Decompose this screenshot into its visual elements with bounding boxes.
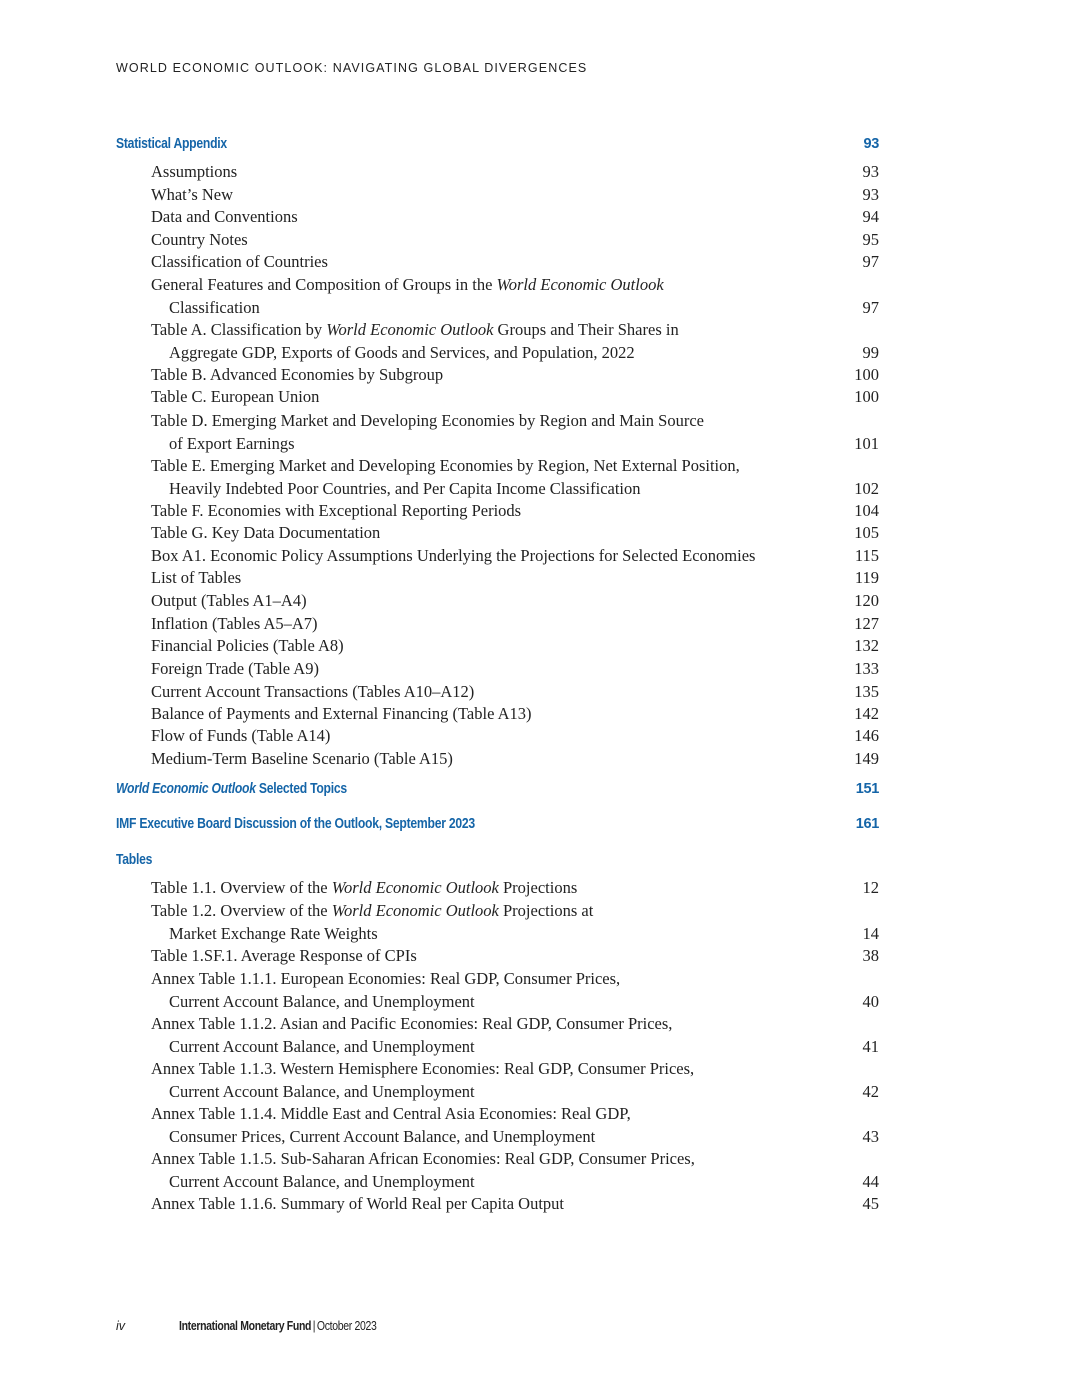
page-number: 100 bbox=[854, 387, 879, 406]
entry-line-2: Current Account Balance, and Unemployment bbox=[169, 1081, 475, 1101]
entry-text: Table G. Key Data Documentation bbox=[151, 523, 381, 542]
entry-text: Current Account Transactions (Tables A10–A12) bbox=[151, 682, 475, 701]
page-number: 120 bbox=[854, 591, 879, 610]
page-number: 161 bbox=[855, 816, 879, 832]
toc-entry-annex-1-1-4[interactable] bbox=[151, 1103, 879, 1148]
toc-entry-table-c[interactable] bbox=[151, 386, 879, 409]
toc-entry-box-a1[interactable] bbox=[151, 545, 879, 568]
toc-entry-current-account[interactable] bbox=[151, 681, 879, 704]
toc-entry-table-1-1[interactable] bbox=[151, 877, 879, 900]
toc-entry-table-e[interactable] bbox=[151, 455, 879, 500]
entry-line-2: Classification bbox=[169, 297, 260, 317]
entry-line-1: Table 1.2. Overview of the World Economic Outlook Projections at bbox=[151, 901, 594, 920]
footer-credit bbox=[179, 1319, 376, 1333]
section-board-discussion[interactable] bbox=[116, 816, 879, 832]
section-title: IMF Executive Board Discussion of the Outlook, September 2023 bbox=[116, 816, 475, 832]
entry-line-1: Table D. Emerging Market and Developing Economies by Region and Main Source bbox=[151, 411, 704, 430]
page-number: 97 bbox=[862, 297, 879, 317]
entry-text: What’s New bbox=[151, 185, 234, 204]
page-number: 14 bbox=[862, 923, 879, 943]
page-number: 101 bbox=[854, 433, 879, 453]
entry-line-2: Market Exchange Rate Weights bbox=[169, 923, 378, 943]
toc-entry-annex-1-1-2[interactable] bbox=[151, 1013, 879, 1058]
toc-entry-foreign-trade[interactable] bbox=[151, 658, 879, 681]
toc-entry-inflation[interactable] bbox=[151, 613, 879, 636]
toc-entry-output[interactable] bbox=[151, 590, 879, 613]
page-number: 93 bbox=[863, 136, 879, 152]
page-number: 38 bbox=[862, 946, 879, 965]
page-number: 151 bbox=[855, 781, 879, 797]
toc-entry-country-notes[interactable] bbox=[151, 229, 879, 252]
footer-separator: | bbox=[312, 1319, 316, 1333]
page-number: 119 bbox=[854, 568, 879, 587]
toc-entry-table-d[interactable] bbox=[151, 410, 879, 455]
toc-entry-table-b[interactable] bbox=[151, 364, 879, 387]
toc-entry-medium-term[interactable] bbox=[151, 748, 879, 771]
toc-entry-balance-of-payments[interactable] bbox=[151, 703, 879, 726]
entry-line-1: General Features and Composition of Groups in the World Economic Outlook bbox=[151, 275, 664, 294]
entry-line-2: Current Account Balance, and Unemployment bbox=[169, 991, 475, 1011]
toc-entry-classification[interactable] bbox=[151, 251, 879, 274]
page-number: 99 bbox=[862, 342, 879, 362]
entry-text: Box A1. Economic Policy Assumptions Underlying the Projections for Selected Economies bbox=[151, 546, 756, 565]
page-number: 105 bbox=[854, 523, 879, 542]
page-number: 40 bbox=[862, 991, 879, 1011]
entry-text: Table 1.SF.1. Average Response of CPIs bbox=[151, 946, 417, 965]
page-number: 45 bbox=[862, 1194, 879, 1213]
entry-text: Medium-Term Baseline Scenario (Table A15) bbox=[151, 749, 453, 768]
section-statistical-appendix[interactable] bbox=[116, 136, 879, 152]
page-number: 97 bbox=[862, 252, 879, 271]
entry-line-2: Consumer Prices, Current Account Balance, and Unemployment bbox=[169, 1126, 596, 1146]
toc-entry-table-f[interactable] bbox=[151, 500, 879, 523]
entry-text: Data and Conventions bbox=[151, 207, 298, 226]
toc-entry-annex-1-1-6[interactable] bbox=[151, 1193, 879, 1216]
entry-text: Foreign Trade (Table A9) bbox=[151, 659, 319, 678]
entry-text: Annex Table 1.1.6. Summary of World Real per Capita Output bbox=[151, 1194, 564, 1213]
section-title: Tables bbox=[116, 852, 153, 868]
entry-line-2: Aggregate GDP, Exports of Goods and Services, and Population, 2022 bbox=[169, 342, 635, 362]
entry-line-1: Annex Table 1.1.2. Asian and Pacific Economies: Real GDP, Consumer Prices, bbox=[151, 1014, 673, 1033]
page-number: 43 bbox=[862, 1126, 879, 1146]
publication-date: October 2023 bbox=[316, 1319, 377, 1333]
entry-text: Country Notes bbox=[151, 230, 248, 249]
page-number: 95 bbox=[862, 230, 879, 249]
page-number: 135 bbox=[854, 682, 879, 701]
toc-entry-assumptions[interactable] bbox=[151, 161, 879, 184]
toc-entry-general-features[interactable] bbox=[151, 274, 879, 319]
entry-line-1: Table E. Emerging Market and Developing Economies by Region, Net External Position, bbox=[151, 456, 740, 475]
entry-line-1: Table 1.1. Overview of the World Economic Outlook Projections bbox=[151, 878, 578, 897]
entry-line-2: Current Account Balance, and Unemployment bbox=[169, 1036, 475, 1056]
toc-entry-financial-policies[interactable] bbox=[151, 635, 879, 658]
organization-name: International Monetary Fund bbox=[179, 1319, 312, 1333]
page-number: 41 bbox=[862, 1036, 879, 1056]
page-number: 93 bbox=[862, 162, 879, 181]
entry-line-2: Heavily Indebted Poor Countries, and Per Capita Income Classification bbox=[169, 478, 641, 498]
entry-line-1: Annex Table 1.1.5. Sub-Saharan African Economies: Real GDP, Consumer Prices, bbox=[151, 1149, 695, 1168]
page-number: 12 bbox=[862, 878, 879, 897]
section-tables bbox=[116, 852, 879, 868]
page-number: 93 bbox=[862, 185, 879, 204]
page-number: 146 bbox=[854, 726, 879, 745]
toc-entry-table-a[interactable] bbox=[151, 319, 879, 364]
page-number: 94 bbox=[862, 207, 879, 226]
toc-entry-whats-new[interactable] bbox=[151, 184, 879, 207]
page-number: 100 bbox=[854, 365, 879, 384]
page-number: 102 bbox=[854, 478, 879, 498]
toc-entry-annex-1-1-3[interactable] bbox=[151, 1058, 879, 1103]
entry-line-2: Current Account Balance, and Unemployment bbox=[169, 1171, 475, 1191]
entry-line-1: Annex Table 1.1.1. European Economies: Real GDP, Consumer Prices, bbox=[151, 969, 621, 988]
entry-line-1: Table A. Classification by World Economic Outlook Groups and Their Shares in bbox=[151, 320, 679, 339]
entry-text: Inflation (Tables A5–A7) bbox=[151, 614, 318, 633]
toc-entry-annex-1-1-1[interactable] bbox=[151, 968, 879, 1013]
toc-entry-table-1-sf-1[interactable] bbox=[151, 945, 879, 968]
entry-text: Output (Tables A1–A4) bbox=[151, 591, 307, 610]
entry-text: Flow of Funds (Table A14) bbox=[151, 726, 331, 745]
toc-entry-data-conventions[interactable] bbox=[151, 206, 879, 229]
toc-entry-annex-1-1-5[interactable] bbox=[151, 1148, 879, 1193]
toc-entry-table-1-2[interactable] bbox=[151, 900, 879, 945]
page-number: 149 bbox=[854, 749, 879, 768]
entry-line-2: of Export Earnings bbox=[169, 433, 295, 453]
section-title: World Economic Outlook Selected Topics bbox=[116, 781, 347, 797]
entry-text: Classification of Countries bbox=[151, 252, 328, 271]
page-number: 44 bbox=[862, 1171, 879, 1191]
section-selected-topics[interactable] bbox=[116, 781, 879, 797]
page-number: 142 bbox=[854, 704, 879, 723]
toc-entry-flow-of-funds[interactable] bbox=[151, 725, 879, 748]
folio-number: iv bbox=[116, 1319, 126, 1333]
entry-text: List of Tables bbox=[151, 568, 242, 587]
toc-entry-table-g[interactable] bbox=[151, 522, 879, 545]
entry-line-1: Annex Table 1.1.4. Middle East and Central Asia Economies: Real GDP, bbox=[151, 1104, 631, 1123]
entry-text: Assumptions bbox=[151, 162, 238, 181]
page-number: 104 bbox=[854, 501, 879, 520]
page-number: 115 bbox=[854, 546, 879, 565]
page-number: 127 bbox=[854, 614, 879, 633]
page-number: 132 bbox=[854, 636, 879, 655]
entry-text: Table C. European Union bbox=[151, 387, 320, 406]
running-header: WORLD ECONOMIC OUTLOOK: NAVIGATING GLOBAL DIVERGENCES bbox=[116, 61, 588, 75]
entry-line-1: Annex Table 1.1.3. Western Hemisphere Economies: Real GDP, Consumer Prices, bbox=[151, 1059, 695, 1078]
entry-text: Balance of Payments and External Financing (Table A13) bbox=[151, 704, 532, 723]
toc-entry-list-of-tables[interactable] bbox=[151, 567, 879, 590]
entry-text: Table B. Advanced Economies by Subgroup bbox=[151, 365, 444, 384]
entry-text: Financial Policies (Table A8) bbox=[151, 636, 344, 655]
entry-text: Table F. Economies with Exceptional Reporting Periods bbox=[151, 501, 522, 520]
section-title: Statistical Appendix bbox=[116, 136, 227, 152]
page-number: 133 bbox=[854, 659, 879, 678]
page-number: 42 bbox=[862, 1081, 879, 1101]
